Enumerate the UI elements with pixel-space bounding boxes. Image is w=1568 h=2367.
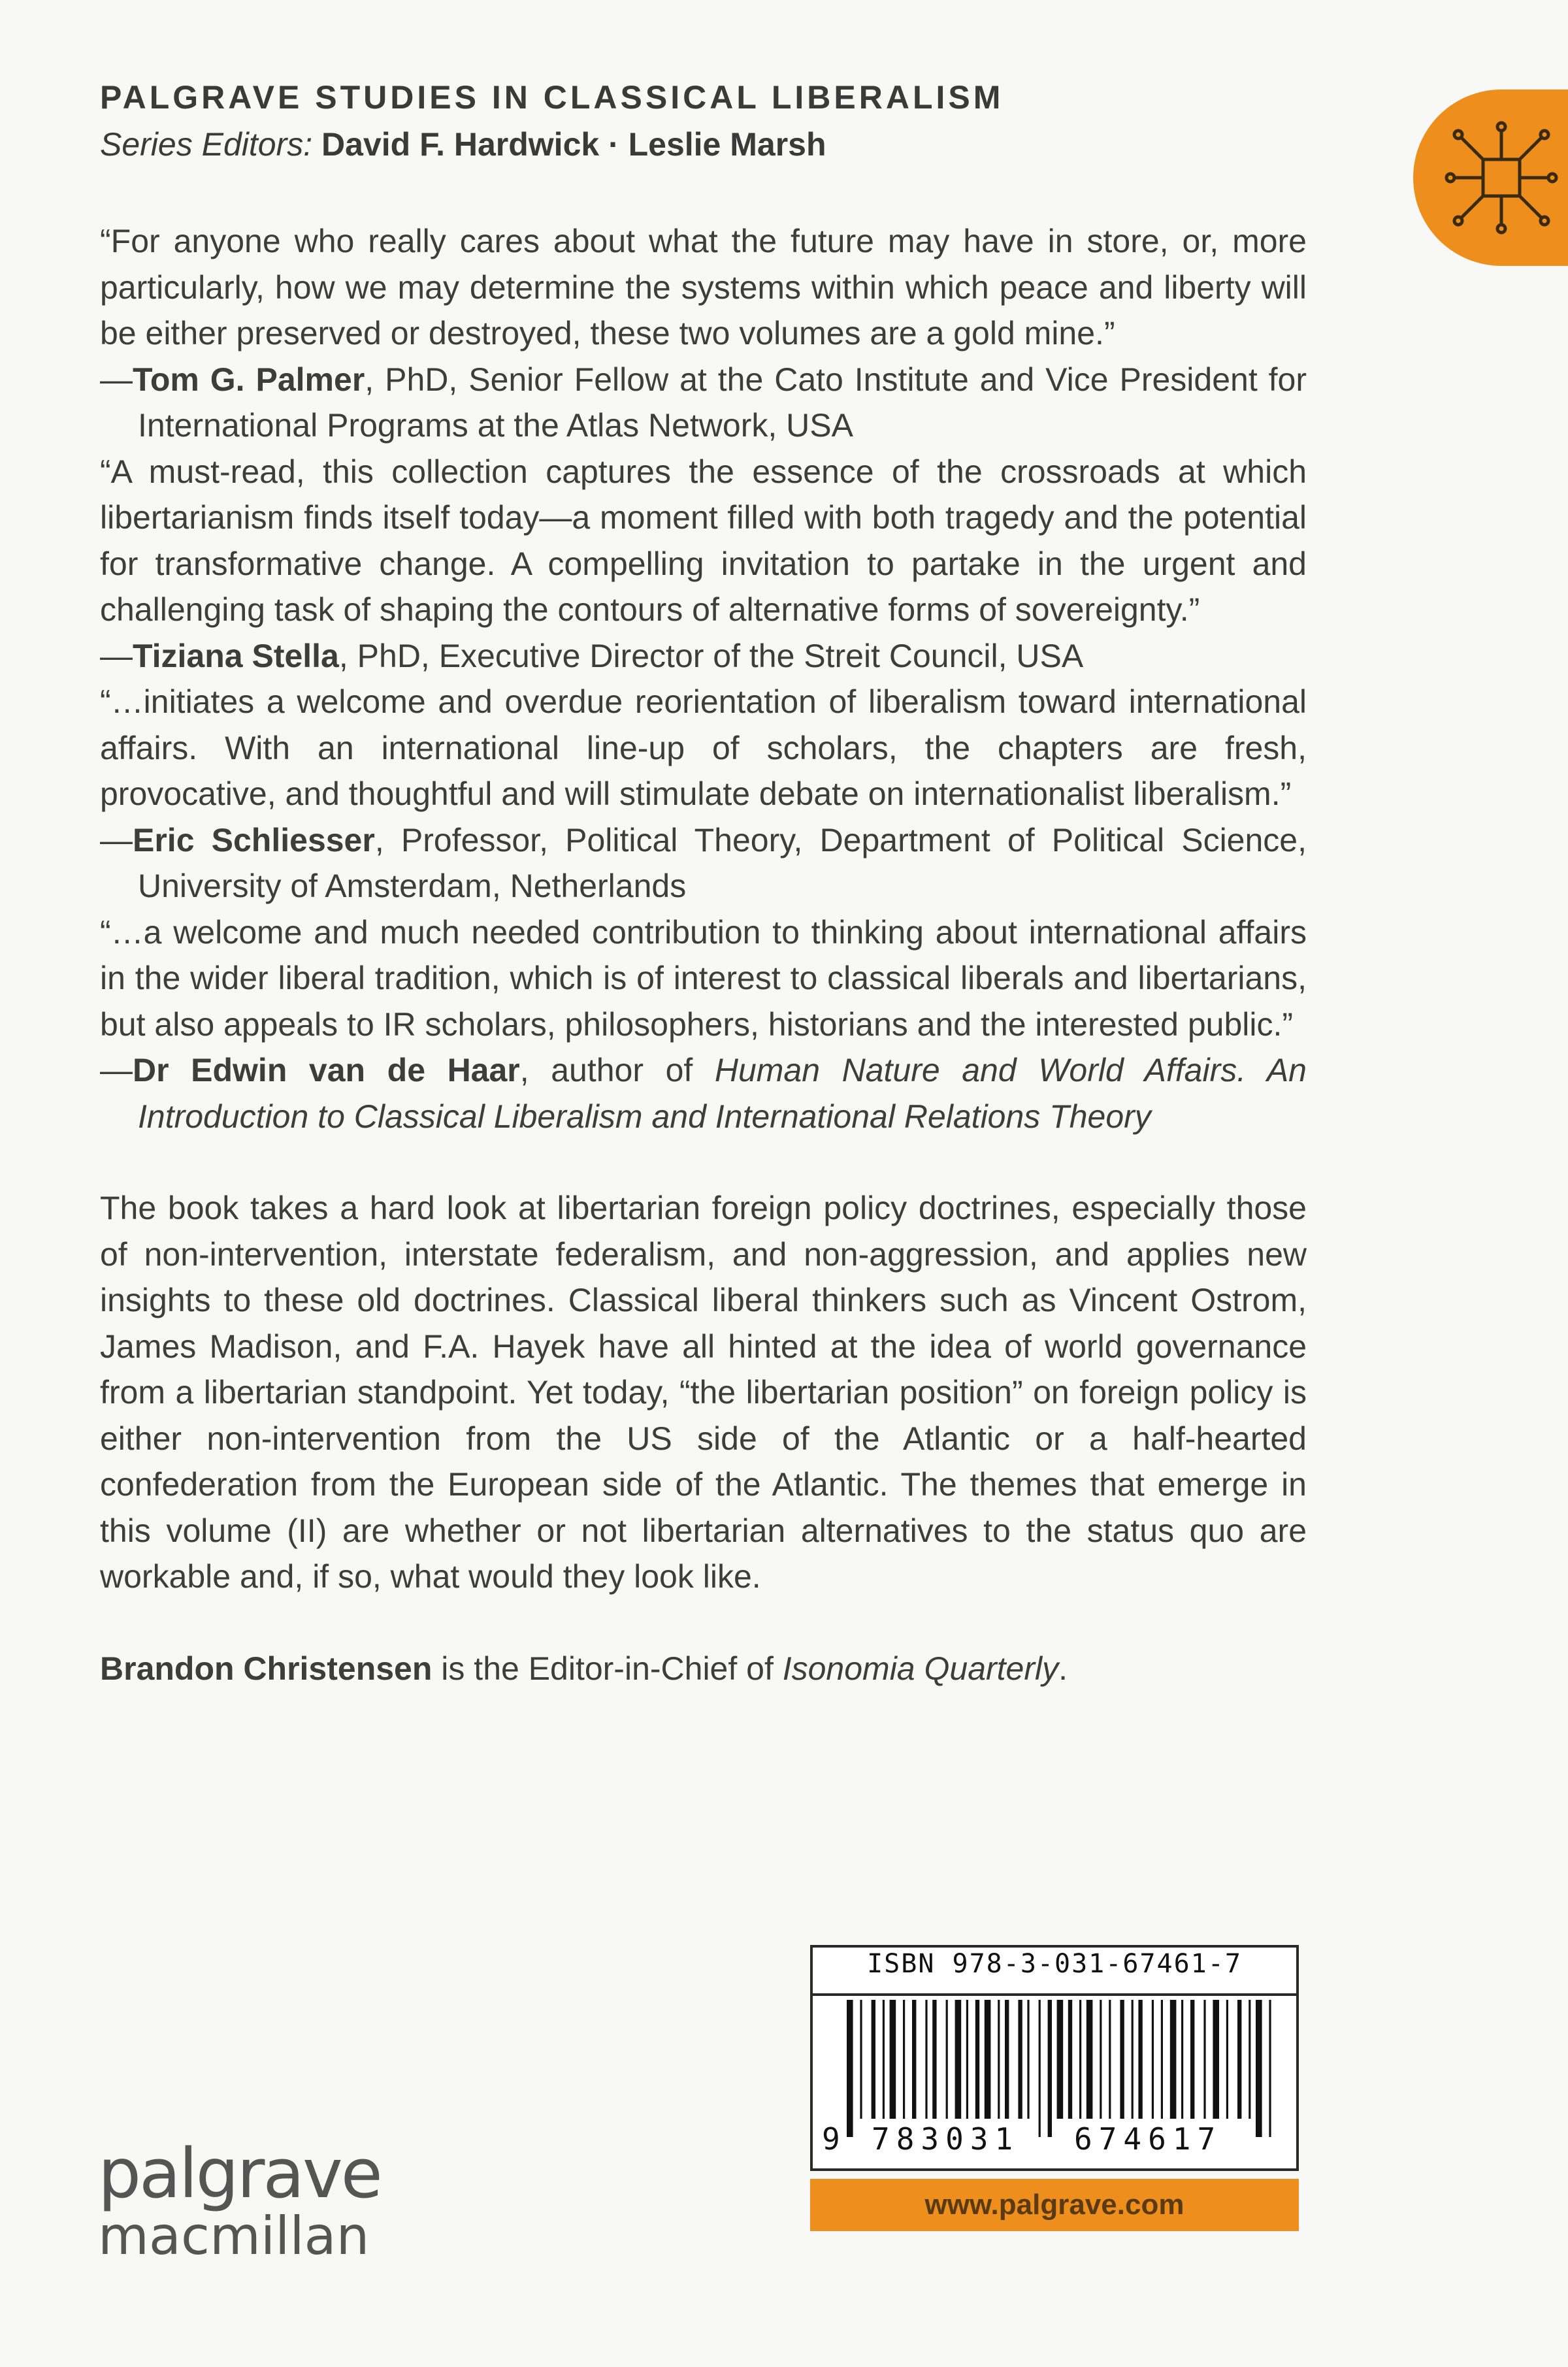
barcode-bar (903, 2000, 905, 2119)
barcode-bar (1203, 2000, 1205, 2119)
endorsement (100, 218, 1307, 449)
barcode-bar (985, 2000, 991, 2119)
barcode-bar (955, 2000, 962, 2119)
series-editors-label: Series Editors: (100, 126, 313, 163)
barcode-bar (946, 2000, 948, 2119)
endorser-work-title: Human Nature and World Affairs. An Introduction to Classical Liberalism and International Relations Theory (138, 1052, 1307, 1135)
endorser-name: Tiziana Stella (133, 637, 339, 674)
barcode-bar (872, 2000, 875, 2119)
barcode-bar (912, 2000, 916, 2119)
barcode-bar (1181, 2000, 1183, 2119)
publisher-logo-line1: palgrave (98, 2134, 381, 2213)
barcode-bar (1068, 2000, 1072, 2119)
barcode-bar (860, 2000, 862, 2119)
attribution-dash: — (100, 361, 133, 398)
endorser-name: Eric Schliesser (133, 821, 375, 858)
barcode-digit-first: 9 (822, 2121, 840, 2157)
endorsement-attribution (100, 633, 1307, 679)
barcode-bar (1190, 2000, 1194, 2119)
endorsement (100, 449, 1307, 679)
barcode-bar (1018, 2000, 1022, 2119)
barcode-bar (1027, 2000, 1029, 2119)
endorsement-quote: “For anyone who really cares about what the future may have in store, or, more particularly, how we may determine the systems within which peace and liberty will be either preserved or destroyed, these two volumes are a gold mine.” (100, 223, 1307, 351)
barcode-bar (1161, 2000, 1163, 2119)
endorsement-quote: “…initiates a welcome and overdue reorientation of liberalism toward international affairs. With an international line-up of scholars, the chapters are fresh, provocative, and thoughtful and will stimulate debate on internationalist liberalism.” (100, 683, 1307, 812)
attribution-dash: — (100, 637, 133, 674)
series-emblem (1413, 90, 1568, 266)
endorsement (100, 679, 1307, 909)
barcode-bars (827, 2000, 1284, 2137)
barcode-bar (847, 2000, 853, 2137)
author-bio (100, 1646, 1307, 1692)
barcode-bar (1109, 2000, 1111, 2119)
endorsement-quote: “…a welcome and much needed contribution to thinking about international affairs in the wider liberal tradition, which is of interest to classical liberals and libertarians, but also appeals to IR scholars, philosophers, historians and the interested public.” (100, 913, 1307, 1043)
series-title: PALGRAVE STUDIES IN CLASSICAL LIBERALISM (100, 79, 1004, 116)
barcode-bar (966, 2000, 968, 2119)
endorser-affiliation: , PhD, Senior Fellow at the Cato Institute and Vice President for International Programs at the Atlas Network, USA (138, 361, 1307, 444)
endorser-affiliation: , Professor, Political Theory, Department of Political Science, University of Amsterdam, Netherlands (138, 821, 1307, 904)
barcode-bar (1048, 2000, 1052, 2137)
barcode-bar (1269, 2000, 1271, 2137)
barcode-bar (1039, 2000, 1041, 2137)
barcode-bar (932, 2000, 936, 2119)
barcode-bar (1226, 2000, 1228, 2119)
barcode-bar (1120, 2000, 1124, 2119)
barcode-bar (890, 2000, 896, 2119)
endorsement-attribution (100, 357, 1307, 449)
barcode-bar (1213, 2000, 1219, 2119)
barcode-bar (998, 2000, 1000, 2119)
attribution-dash: — (100, 1052, 133, 1088)
barcode-digits-right: 674617 (1074, 2121, 1222, 2157)
series-editors (100, 125, 826, 163)
journal-title: Isonomia Quarterly (782, 1650, 1059, 1687)
barcode-bar (1079, 2000, 1081, 2119)
endorsement (100, 909, 1307, 1140)
endorser-affiliation: , PhD, Executive Director of the Streit Council, USA (338, 637, 1084, 674)
barcode-bar (1005, 2000, 1009, 2119)
endorser-name: Tom G. Palmer (133, 361, 365, 398)
publisher-logo (98, 2134, 381, 2266)
author-name: Brandon Christensen (100, 1650, 433, 1687)
endorser-name: Dr Edwin van de Haar (133, 1052, 520, 1088)
attribution-dash: — (100, 821, 133, 858)
endorsement-attribution (100, 1047, 1307, 1139)
back-cover-text (100, 218, 1307, 1691)
isbn-divider (813, 1993, 1296, 1996)
isbn-barcode (810, 1945, 1299, 2171)
barcode-bar (1086, 2000, 1093, 2119)
circuit-network-icon (1443, 119, 1560, 237)
endorser-affiliation: , author of (519, 1052, 715, 1088)
barcode-digits-left: 783031 (872, 2121, 1020, 2157)
barcode-bar (1152, 2000, 1154, 2119)
author-bio-text: is the Editor-in-Chief of (432, 1650, 783, 1687)
series-editors-names: David F. Hardwick · Leslie Marsh (321, 126, 826, 163)
book-description: The book takes a hard look at libertarian foreign policy doctrines, especially those of non-intervention, interstate federalism, and non-aggression, and applies new insights to these old doctrines. Classical liberal thinkers such as Vincent Ostrom, James Madison, and F.A. Hayek have all hinted at the idea of world governance from a libertarian standpoint. Yet today, “the libertarian position” on foreign policy is either non-intervention from the US side of the Atlantic or a half-hearted confederation from the European side of the Atlantic. The themes that emerge in this volume (II) are whether or not libertarian alternatives to the status quo are workable and, if so, what would they look like. (100, 1190, 1307, 1595)
barcode-bar (1256, 2000, 1262, 2137)
barcode-digits (813, 2121, 1296, 2167)
barcode-bar (1132, 2000, 1134, 2119)
barcode-bar (1057, 2000, 1064, 2119)
barcode-bar (1237, 2000, 1241, 2119)
barcode-bar (1100, 2000, 1102, 2119)
barcode-bar (975, 2000, 979, 2119)
endorsement-quote: “A must-read, this collection captures the essence of the crossroads at which libertarianism finds itself today—a moment filled with both tragedy and the potential for transformative change. A compelling invitation to partake in the urgent and challenging task of shaping the contours of alternative forms of sovereignty.” (100, 453, 1307, 628)
barcode-bar (1249, 2000, 1250, 2119)
endorsement-attribution (100, 817, 1307, 909)
publisher-logo-line2: macmillan (98, 2206, 370, 2266)
barcode-bar (925, 2000, 927, 2119)
isbn-label: ISBN 978-3-031-67461-7 (867, 1949, 1242, 1979)
barcode-bar (883, 2000, 885, 2119)
publisher-website: www.palgrave.com (810, 2179, 1299, 2231)
barcode-bar (1138, 2000, 1142, 2119)
author-bio-end: . (1058, 1650, 1068, 1687)
barcode-bar (1170, 2000, 1177, 2119)
